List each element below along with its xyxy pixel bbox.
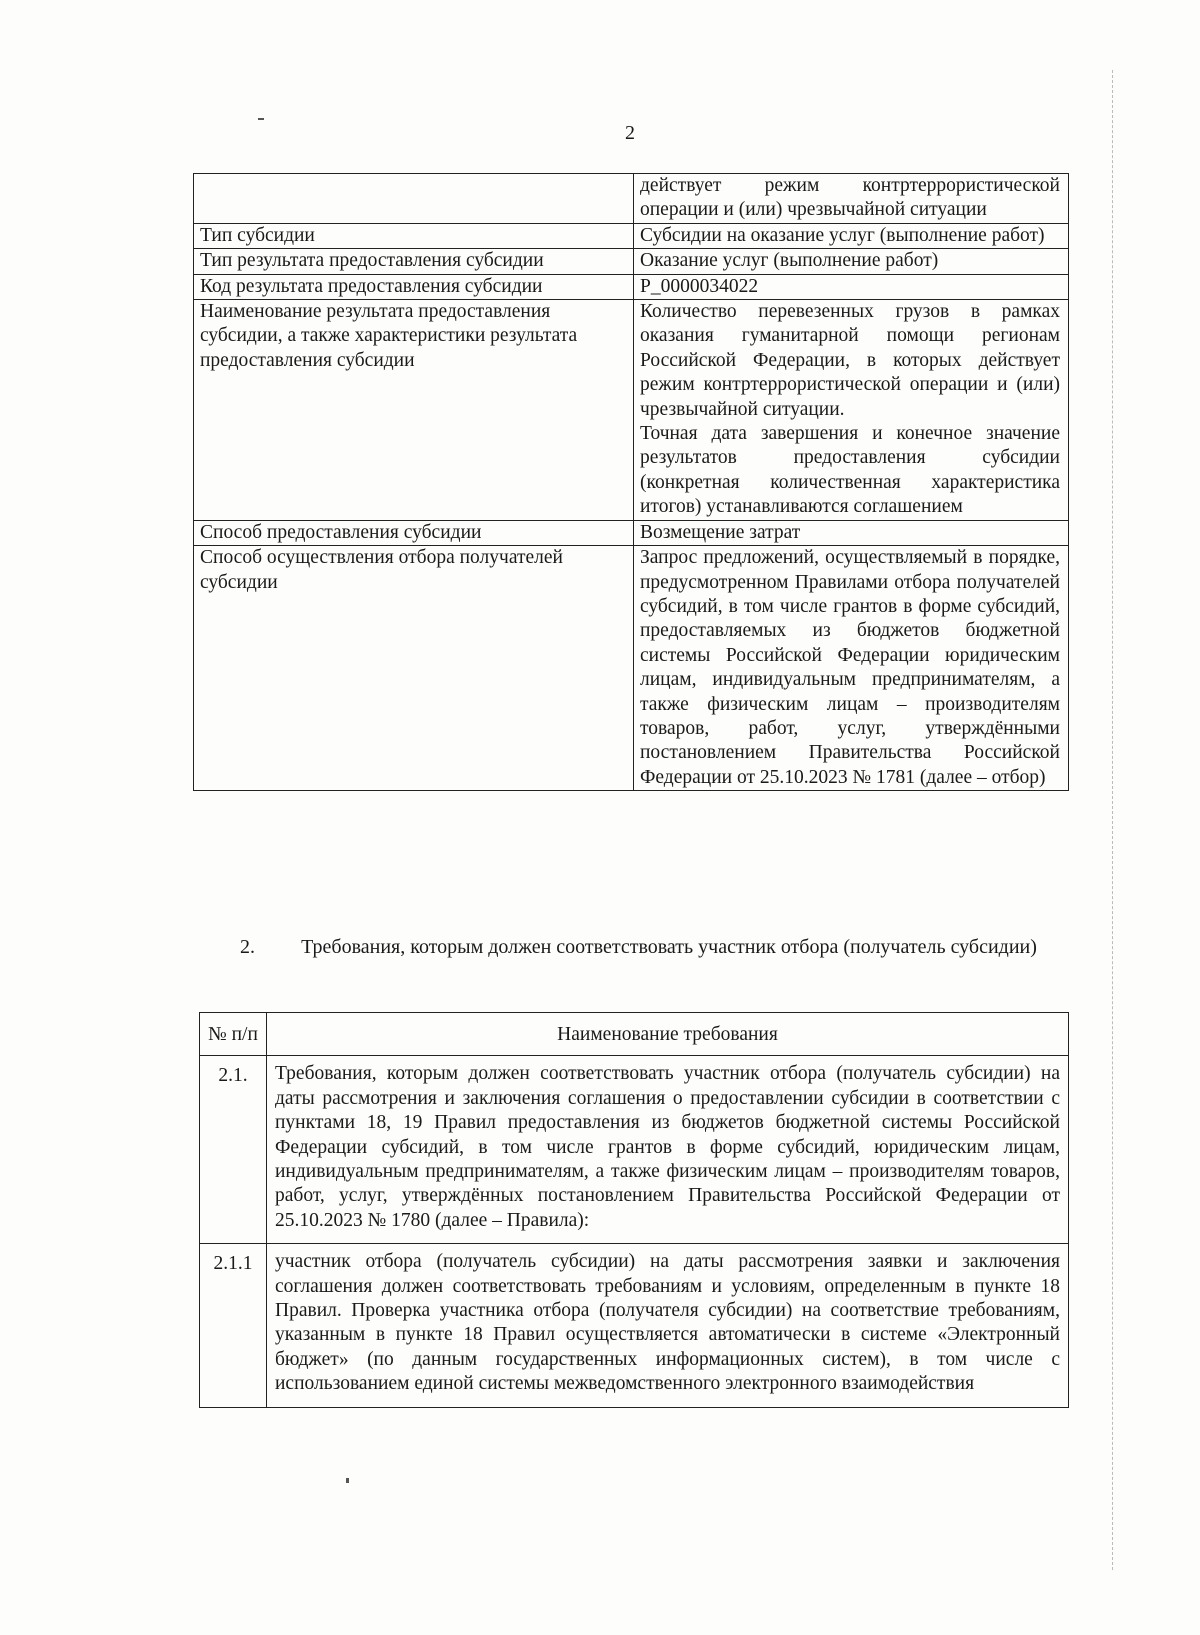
requirements-table — [199, 1012, 1069, 1408]
value-paragraph: Р_0000034022 — [640, 275, 759, 297]
requirement-num: 2.1. — [200, 1056, 267, 1244]
value-paragraph: Количество перевезенных грузов в рамках оказания гуманитарной помощи регионам Российской Федерации, в которых действует режим контртеррористической операции и (или) чрезвычайной ситуации. — [640, 301, 1060, 420]
table-row — [194, 520, 1069, 545]
row-label: Наименование результата предоставления субсидии, а также характеристики результата предоставления субсидии — [194, 300, 634, 521]
table-row — [194, 300, 1069, 521]
table-row — [194, 174, 1069, 224]
scan-edge-marks — [1112, 70, 1115, 1570]
row-value — [634, 546, 1069, 791]
row-label — [194, 174, 634, 224]
row-label: Код результата предоставления субсидии — [194, 274, 634, 299]
row-value — [634, 520, 1069, 545]
row-label: Способ осуществления отбора получателей субсидии — [194, 546, 634, 791]
table-row — [194, 274, 1069, 299]
row-value — [634, 274, 1069, 299]
header-num: № п/п — [200, 1013, 267, 1056]
scan-speck — [346, 1478, 349, 1483]
row-value — [634, 174, 1069, 224]
scan-speck — [258, 118, 264, 120]
table-row — [194, 249, 1069, 274]
row-value — [634, 249, 1069, 274]
section-number: 2. — [240, 936, 255, 958]
section-heading — [240, 935, 1040, 960]
requirement-text: Требования, которым должен соответствовать участник отбора (получатель субсидии) на даты рассмотрения и заключения соглашения о предоставлении субсидии в соответствии с пунктами 18, 19 Правил предоставления из бюджетов бюджетной системы Российской Федерации субсидий, в том числе грантов в форме субсидий, юридическим лицам, индивидуальным предпринимателям, а также физическим лицам – производителям товаров, работ, услуг, утверждённых постановлением Правительства Российской Федерации от 25.10.2023 № 1780 (далее – Правила): — [267, 1056, 1069, 1244]
section-title: Требования, которым должен соответствовать участник отбора (получатель субсидии) — [301, 936, 1037, 958]
requirement-num: 2.1.1 — [200, 1244, 267, 1407]
subsidy-info-table — [193, 173, 1069, 791]
value-paragraph: Возмещение затрат — [640, 521, 801, 543]
row-value — [634, 300, 1069, 521]
row-label: Способ предоставления субсидии — [194, 520, 634, 545]
table-row — [200, 1056, 1069, 1244]
requirement-text: участник отбора (получатель субсидии) на даты рассмотрения заявки и заключения соглашения должен соответствовать требованиям и условиям, определенным в пункте 18 Правил. Проверка участника отбора (получателя субсидии) на соответствие требованиям, указанным в пункте 18 Правил осуществляется автоматически в системе «Электронный бюджет» (по данным государственных информационных систем), в том числе с использованием единой системы межведомственного электронного взаимодействия — [267, 1244, 1069, 1407]
row-label: Тип субсидии — [194, 223, 634, 248]
row-label: Тип результата предоставления субсидии — [194, 249, 634, 274]
header-name: Наименование требования — [267, 1013, 1069, 1056]
page-number: 2 — [625, 122, 635, 144]
value-paragraph: действует режим контртеррористической операции и (или) чрезвычайной ситуации — [640, 175, 1060, 221]
value-paragraph: Точная дата завершения и конечное значение результатов предоставления субсидии (конкретная количественная характеристика итогов) устанавливаются соглашением — [640, 423, 1060, 518]
table-row — [194, 223, 1069, 248]
table-row — [194, 546, 1069, 791]
value-paragraph: Оказание услуг (выполнение работ) — [640, 250, 939, 272]
table-header-row — [200, 1013, 1069, 1056]
table-row — [200, 1244, 1069, 1407]
row-value — [634, 223, 1069, 248]
value-paragraph: Запрос предложений, осуществляемый в порядке, предусмотренном Правилами отбора получателей субсидий, в том числе грантов в форме субсидий, предоставляемых из бюджетов бюджетной системы Российской Федерации юридическим лицам, индивидуальным предпринимателям, а также физическим лицам – производителям товаров, работ, услуг, утверждёнными постановлением Правительства Российской Федерации от 25.10.2023 № 1781 (далее – отбор) — [640, 547, 1060, 788]
value-paragraph: Субсидии на оказание услуг (выполнение работ) — [640, 224, 1045, 246]
